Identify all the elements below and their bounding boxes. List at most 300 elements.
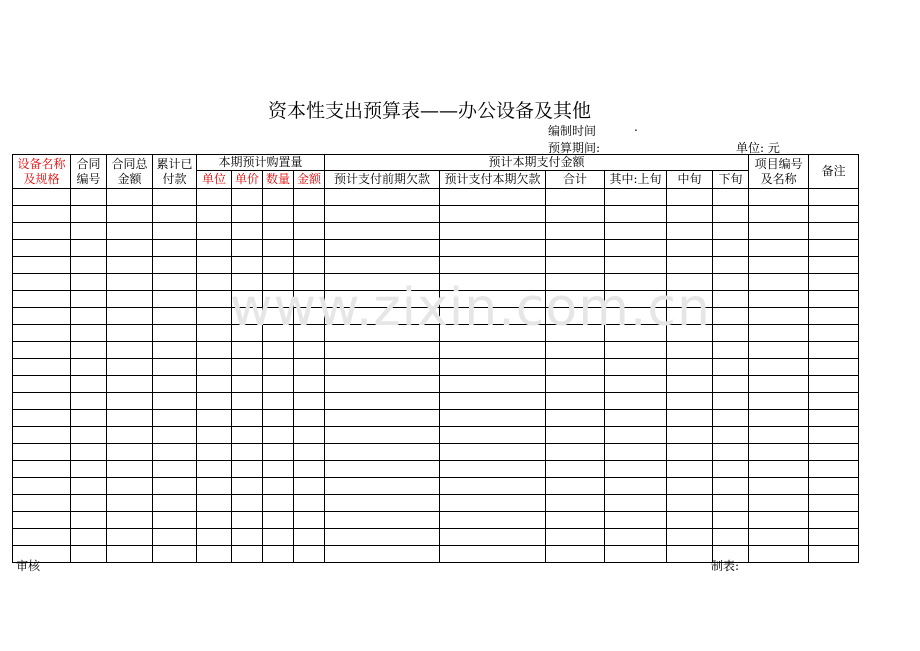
table-cell[interactable] [13,376,71,393]
table-cell[interactable] [13,291,71,308]
table-cell[interactable] [809,529,859,546]
table-cell[interactable] [749,478,809,495]
table-cell[interactable] [546,529,605,546]
table-cell[interactable] [440,342,546,359]
table-cell[interactable] [667,325,713,342]
table-cell[interactable] [197,223,232,240]
table-cell[interactable] [325,461,440,478]
table-cell[interactable] [263,223,294,240]
table-cell[interactable] [809,257,859,274]
table-cell[interactable] [263,257,294,274]
table-cell[interactable] [605,359,667,376]
table-cell[interactable] [263,546,294,563]
table-cell[interactable] [232,512,263,529]
table-cell[interactable] [749,376,809,393]
table-cell[interactable] [605,512,667,529]
table-cell[interactable] [294,478,325,495]
table-cell[interactable] [667,427,713,444]
table-cell[interactable] [263,512,294,529]
table-cell[interactable] [325,410,440,427]
table-cell[interactable] [809,444,859,461]
table-cell[interactable] [13,257,71,274]
table-cell[interactable] [440,257,546,274]
table-cell[interactable] [71,189,107,206]
table-cell[interactable] [107,529,153,546]
table-cell[interactable] [263,461,294,478]
table-cell[interactable] [294,206,325,223]
table-cell[interactable] [232,223,263,240]
table-cell[interactable] [263,444,294,461]
table-cell[interactable] [546,410,605,427]
table-cell[interactable] [107,274,153,291]
table-cell[interactable] [809,206,859,223]
table-cell[interactable] [107,206,153,223]
table-cell[interactable] [809,308,859,325]
table-cell[interactable] [440,427,546,444]
table-cell[interactable] [153,291,197,308]
table-cell[interactable] [713,376,749,393]
table-cell[interactable] [107,495,153,512]
table-cell[interactable] [325,546,440,563]
table-cell[interactable] [325,257,440,274]
table-cell[interactable] [749,546,809,563]
table-cell[interactable] [153,189,197,206]
table-cell[interactable] [605,325,667,342]
table-cell[interactable] [440,376,546,393]
table-cell[interactable] [749,342,809,359]
table-cell[interactable] [667,274,713,291]
table-cell[interactable] [232,291,263,308]
table-cell[interactable] [546,393,605,410]
table-cell[interactable] [605,274,667,291]
table-cell[interactable] [197,461,232,478]
table-cell[interactable] [71,291,107,308]
table-cell[interactable] [713,512,749,529]
table-cell[interactable] [294,546,325,563]
table-cell[interactable] [440,529,546,546]
table-cell[interactable] [546,325,605,342]
table-cell[interactable] [294,410,325,427]
table-cell[interactable] [713,495,749,512]
table-cell[interactable] [232,240,263,257]
table-cell[interactable] [749,495,809,512]
table-cell[interactable] [713,393,749,410]
table-cell[interactable] [153,342,197,359]
table-cell[interactable] [71,342,107,359]
table-cell[interactable] [197,512,232,529]
table-cell[interactable] [749,291,809,308]
table-cell[interactable] [232,529,263,546]
table-cell[interactable] [153,427,197,444]
table-cell[interactable] [325,240,440,257]
table-cell[interactable] [325,274,440,291]
table-cell[interactable] [440,359,546,376]
table-cell[interactable] [153,206,197,223]
table-cell[interactable] [107,342,153,359]
table-cell[interactable] [294,529,325,546]
table-cell[interactable] [749,359,809,376]
table-cell[interactable] [294,257,325,274]
table-cell[interactable] [667,206,713,223]
table-cell[interactable] [605,223,667,240]
table-cell[interactable] [263,308,294,325]
table-cell[interactable] [153,410,197,427]
table-cell[interactable] [749,529,809,546]
table-cell[interactable] [13,325,71,342]
table-cell[interactable] [232,359,263,376]
table-cell[interactable] [667,529,713,546]
table-cell[interactable] [713,444,749,461]
table-cell[interactable] [13,512,71,529]
table-cell[interactable] [232,410,263,427]
table-cell[interactable] [197,393,232,410]
table-cell[interactable] [13,342,71,359]
table-cell[interactable] [71,257,107,274]
table-cell[interactable] [440,512,546,529]
table-cell[interactable] [197,342,232,359]
table-cell[interactable] [197,206,232,223]
table-cell[interactable] [325,393,440,410]
table-cell[interactable] [440,444,546,461]
table-cell[interactable] [197,444,232,461]
table-cell[interactable] [13,393,71,410]
table-cell[interactable] [107,308,153,325]
table-cell[interactable] [546,308,605,325]
table-cell[interactable] [605,189,667,206]
table-cell[interactable] [325,223,440,240]
table-cell[interactable] [107,359,153,376]
table-cell[interactable] [713,308,749,325]
table-cell[interactable] [809,393,859,410]
table-cell[interactable] [440,546,546,563]
table-cell[interactable] [546,376,605,393]
table-cell[interactable] [71,546,107,563]
table-cell[interactable] [809,427,859,444]
table-cell[interactable] [713,359,749,376]
table-cell[interactable] [325,308,440,325]
table-cell[interactable] [605,478,667,495]
table-cell[interactable] [153,444,197,461]
table-cell[interactable] [71,308,107,325]
table-cell[interactable] [667,223,713,240]
table-cell[interactable] [667,189,713,206]
table-cell[interactable] [294,512,325,529]
table-cell[interactable] [263,478,294,495]
table-cell[interactable] [713,427,749,444]
table-cell[interactable] [325,359,440,376]
table-cell[interactable] [809,274,859,291]
table-cell[interactable] [713,206,749,223]
table-cell[interactable] [605,240,667,257]
table-cell[interactable] [197,427,232,444]
table-cell[interactable] [71,240,107,257]
table-cell[interactable] [605,410,667,427]
table-cell[interactable] [749,444,809,461]
table-cell[interactable] [153,529,197,546]
table-cell[interactable] [13,478,71,495]
table-cell[interactable] [294,240,325,257]
table-cell[interactable] [809,546,859,563]
table-cell[interactable] [197,240,232,257]
table-cell[interactable] [13,206,71,223]
table-cell[interactable] [440,189,546,206]
table-cell[interactable] [605,529,667,546]
table-cell[interactable] [71,274,107,291]
table-cell[interactable] [107,444,153,461]
table-cell[interactable] [667,376,713,393]
table-cell[interactable] [153,393,197,410]
table-cell[interactable] [232,189,263,206]
table-cell[interactable] [294,325,325,342]
table-cell[interactable] [71,478,107,495]
table-cell[interactable] [325,376,440,393]
table-cell[interactable] [667,410,713,427]
table-cell[interactable] [325,189,440,206]
table-cell[interactable] [71,325,107,342]
table-cell[interactable] [667,461,713,478]
table-cell[interactable] [325,529,440,546]
table-cell[interactable] [263,376,294,393]
table-cell[interactable] [294,393,325,410]
table-cell[interactable] [546,444,605,461]
table-cell[interactable] [263,427,294,444]
table-cell[interactable] [546,546,605,563]
table-cell[interactable] [809,495,859,512]
table-cell[interactable] [713,189,749,206]
table-cell[interactable] [232,546,263,563]
table-cell[interactable] [232,393,263,410]
table-cell[interactable] [440,308,546,325]
table-cell[interactable] [294,495,325,512]
table-cell[interactable] [153,478,197,495]
table-cell[interactable] [749,512,809,529]
table-cell[interactable] [153,274,197,291]
table-cell[interactable] [197,308,232,325]
table-cell[interactable] [153,512,197,529]
table-cell[interactable] [232,308,263,325]
table-cell[interactable] [107,189,153,206]
table-cell[interactable] [713,325,749,342]
table-cell[interactable] [546,342,605,359]
table-cell[interactable] [294,444,325,461]
table-cell[interactable] [605,546,667,563]
table-cell[interactable] [263,393,294,410]
table-cell[interactable] [107,325,153,342]
table-cell[interactable] [605,393,667,410]
table-cell[interactable] [153,461,197,478]
table-cell[interactable] [605,308,667,325]
table-cell[interactable] [13,240,71,257]
table-cell[interactable] [107,546,153,563]
table-cell[interactable] [107,291,153,308]
table-cell[interactable] [749,240,809,257]
table-cell[interactable] [325,495,440,512]
table-cell[interactable] [13,410,71,427]
table-cell[interactable] [294,359,325,376]
table-cell[interactable] [667,257,713,274]
table-cell[interactable] [107,240,153,257]
table-cell[interactable] [713,240,749,257]
table-cell[interactable] [546,257,605,274]
table-cell[interactable] [71,512,107,529]
table-cell[interactable] [153,257,197,274]
table-cell[interactable] [667,393,713,410]
table-cell[interactable] [440,461,546,478]
table-cell[interactable] [294,427,325,444]
table-cell[interactable] [546,359,605,376]
table-cell[interactable] [232,461,263,478]
table-cell[interactable] [713,461,749,478]
table-cell[interactable] [667,308,713,325]
table-cell[interactable] [232,206,263,223]
table-cell[interactable] [71,529,107,546]
table-cell[interactable] [197,495,232,512]
table-cell[interactable] [294,274,325,291]
table-cell[interactable] [440,291,546,308]
table-cell[interactable] [232,376,263,393]
table-cell[interactable] [13,461,71,478]
table-cell[interactable] [667,512,713,529]
table-cell[interactable] [546,189,605,206]
table-cell[interactable] [546,478,605,495]
table-cell[interactable] [546,512,605,529]
table-cell[interactable] [13,189,71,206]
table-cell[interactable] [263,359,294,376]
table-cell[interactable] [232,257,263,274]
table-cell[interactable] [13,274,71,291]
table-cell[interactable] [153,359,197,376]
table-cell[interactable] [546,223,605,240]
table-cell[interactable] [749,393,809,410]
table-cell[interactable] [440,325,546,342]
table-cell[interactable] [713,257,749,274]
table-cell[interactable] [197,359,232,376]
table-cell[interactable] [325,444,440,461]
table-cell[interactable] [107,512,153,529]
table-cell[interactable] [153,325,197,342]
table-cell[interactable] [153,495,197,512]
table-cell[interactable] [546,461,605,478]
table-cell[interactable] [294,461,325,478]
table-cell[interactable] [232,478,263,495]
table-cell[interactable] [197,257,232,274]
table-cell[interactable] [71,444,107,461]
table-cell[interactable] [107,257,153,274]
table-cell[interactable] [71,410,107,427]
table-cell[interactable] [294,342,325,359]
table-cell[interactable] [809,291,859,308]
table-cell[interactable] [197,529,232,546]
table-cell[interactable] [713,410,749,427]
table-cell[interactable] [71,427,107,444]
table-cell[interactable] [749,461,809,478]
table-cell[interactable] [232,427,263,444]
table-cell[interactable] [809,240,859,257]
table-cell[interactable] [71,359,107,376]
table-cell[interactable] [263,529,294,546]
table-cell[interactable] [809,376,859,393]
table-cell[interactable] [197,325,232,342]
table-cell[interactable] [107,427,153,444]
table-cell[interactable] [440,240,546,257]
table-cell[interactable] [809,478,859,495]
table-cell[interactable] [153,240,197,257]
table-cell[interactable] [325,325,440,342]
table-cell[interactable] [107,223,153,240]
table-cell[interactable] [546,240,605,257]
table-cell[interactable] [13,495,71,512]
table-cell[interactable] [713,478,749,495]
table-cell[interactable] [605,444,667,461]
table-cell[interactable] [440,223,546,240]
table-cell[interactable] [749,274,809,291]
table-cell[interactable] [713,274,749,291]
table-cell[interactable] [546,427,605,444]
table-cell[interactable] [13,444,71,461]
table-cell[interactable] [107,461,153,478]
table-cell[interactable] [263,189,294,206]
table-cell[interactable] [749,206,809,223]
table-cell[interactable] [153,546,197,563]
table-cell[interactable] [440,206,546,223]
table-cell[interactable] [546,495,605,512]
table-cell[interactable] [153,308,197,325]
table-cell[interactable] [13,529,71,546]
table-cell[interactable] [605,342,667,359]
table-cell[interactable] [294,376,325,393]
table-cell[interactable] [605,461,667,478]
table-cell[interactable] [153,376,197,393]
table-cell[interactable] [546,274,605,291]
table-cell[interactable] [263,495,294,512]
table-cell[interactable] [325,427,440,444]
table-cell[interactable] [71,393,107,410]
table-cell[interactable] [605,291,667,308]
table-cell[interactable] [197,274,232,291]
table-cell[interactable] [107,376,153,393]
table-cell[interactable] [667,495,713,512]
table-cell[interactable] [667,342,713,359]
table-cell[interactable] [605,427,667,444]
table-cell[interactable] [232,274,263,291]
table-cell[interactable] [263,206,294,223]
table-cell[interactable] [294,291,325,308]
table-cell[interactable] [325,512,440,529]
table-cell[interactable] [232,342,263,359]
table-cell[interactable] [667,240,713,257]
table-cell[interactable] [667,359,713,376]
table-cell[interactable] [197,376,232,393]
table-cell[interactable] [71,461,107,478]
table-cell[interactable] [325,342,440,359]
table-cell[interactable] [749,325,809,342]
table-cell[interactable] [71,223,107,240]
table-cell[interactable] [749,427,809,444]
table-cell[interactable] [749,410,809,427]
table-cell[interactable] [749,308,809,325]
table-cell[interactable] [71,206,107,223]
table-cell[interactable] [667,478,713,495]
table-cell[interactable] [263,291,294,308]
table-cell[interactable] [809,512,859,529]
table-cell[interactable] [197,410,232,427]
table-cell[interactable] [809,359,859,376]
table-cell[interactable] [809,342,859,359]
table-cell[interactable] [294,223,325,240]
table-cell[interactable] [440,410,546,427]
table-cell[interactable] [440,495,546,512]
table-cell[interactable] [232,444,263,461]
